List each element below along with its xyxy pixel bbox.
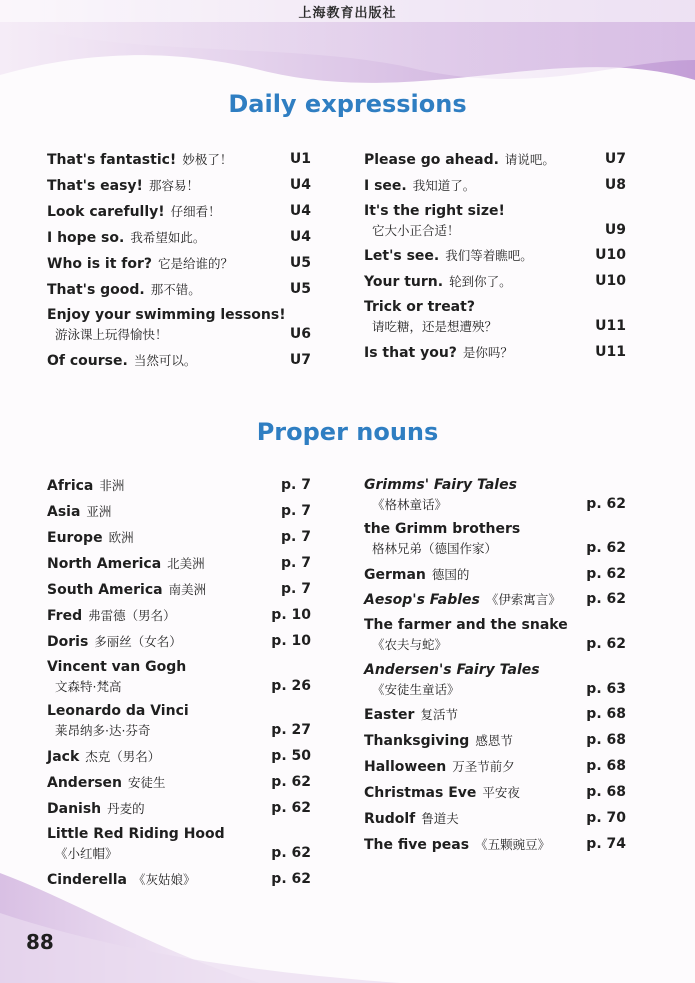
chinese-text: 亚洲	[86, 504, 112, 519]
chinese-text: 鲁道夫	[421, 811, 459, 826]
list-item	[47, 825, 311, 863]
chinese-text: 请说吧。	[504, 152, 555, 167]
english-text: Please go ahead.	[364, 152, 499, 168]
unit-ref: U6	[289, 326, 311, 342]
list-item	[364, 757, 626, 777]
page-ref: p. 68	[586, 758, 626, 774]
chinese-text: 妙极了！	[182, 152, 233, 167]
page-ref: p. 10	[271, 607, 311, 623]
page-ref: p. 62	[271, 774, 311, 790]
english-text: I see.	[364, 178, 407, 194]
unit-ref: U9	[604, 222, 626, 238]
list-item	[364, 731, 626, 751]
unit-ref: U10	[595, 273, 626, 289]
list-item	[47, 150, 311, 170]
chinese-text: 多丽丝（女名）	[94, 634, 182, 649]
english-text: The five peas	[364, 837, 470, 853]
list-item	[364, 176, 626, 196]
list-item	[364, 150, 626, 170]
page-ref: p. 63	[586, 681, 626, 697]
english-text: Enjoy your swimming lessons!	[47, 307, 286, 323]
list-item	[364, 246, 626, 266]
page-ref: p. 62	[586, 591, 626, 607]
english-text: Asia	[47, 504, 81, 520]
page-ref: p. 62	[586, 566, 626, 582]
list-item	[364, 705, 626, 725]
list-item	[364, 272, 626, 292]
proper-nouns-title: Proper nouns	[256, 418, 439, 446]
english-text: Of course.	[47, 353, 128, 369]
unit-ref: U11	[595, 318, 626, 334]
list-item	[47, 254, 311, 274]
english-text: Africa	[47, 478, 94, 494]
list-item	[47, 658, 311, 696]
chinese-text: 弗雷德（男名）	[88, 608, 176, 623]
english-text: Look carefully!	[47, 204, 165, 220]
english-text: Europe	[47, 530, 103, 546]
english-text: Little Red Riding Hood	[47, 826, 225, 842]
english-text: Halloween	[364, 759, 447, 775]
chinese-text: 是你吗？	[462, 345, 513, 360]
list-item	[47, 632, 311, 652]
unit-ref: U4	[289, 229, 311, 245]
page-ref: p. 7	[281, 581, 311, 597]
chinese-text: 格林兄弟（德国作家）	[372, 541, 498, 556]
page-ref: p. 62	[271, 845, 311, 861]
chinese-text: 莱昂纳多·达·芬奇	[55, 723, 151, 738]
list-item	[364, 616, 626, 654]
list-item	[47, 280, 311, 300]
list-item	[364, 343, 626, 363]
chinese-text: 它是给谁的？	[158, 256, 234, 271]
list-item	[47, 528, 311, 548]
chinese-text: 非洲	[99, 478, 125, 493]
chinese-text: 《伊索寓言》	[485, 592, 561, 607]
chinese-text: 我知道了。	[412, 178, 476, 193]
chinese-text: 那不错。	[150, 282, 201, 297]
english-text: Grimms' Fairy Tales	[364, 477, 517, 493]
english-text: South America	[47, 582, 163, 598]
english-text: Your turn.	[364, 274, 444, 290]
page-number: 88	[26, 930, 54, 954]
english-text: I hope so.	[47, 230, 125, 246]
english-text: That's easy!	[47, 178, 143, 194]
english-text: German	[364, 567, 426, 583]
list-item	[47, 554, 311, 574]
english-text: Let's see.	[364, 248, 440, 264]
page-ref: p. 10	[271, 633, 311, 649]
english-text: Thanksgiving	[364, 733, 470, 749]
list-item	[364, 809, 626, 829]
english-text: Vincent van Gogh	[47, 659, 187, 675]
list-item	[47, 306, 311, 344]
chinese-text: 平安夜	[482, 785, 520, 800]
list-item	[47, 351, 311, 371]
chinese-text: 复活节	[420, 707, 458, 722]
english-text: Andersen	[47, 775, 123, 791]
chinese-text: 杰克（男名）	[85, 749, 161, 764]
english-text: Aesop's Fables	[364, 592, 480, 608]
page-ref: p. 62	[271, 871, 311, 887]
list-item	[364, 661, 626, 699]
publisher-name: 上海教育出版社	[298, 6, 397, 21]
unit-ref: U4	[289, 177, 311, 193]
page-ref: p. 70	[586, 810, 626, 826]
page-ref: p. 62	[586, 496, 626, 512]
unit-ref: U11	[595, 344, 626, 360]
english-text: It's the right size!	[364, 203, 505, 219]
chinese-text: 《灰姑娘》	[133, 872, 196, 887]
page-ref: p. 62	[586, 636, 626, 652]
chinese-text: 《农夫与蛇》	[372, 637, 448, 652]
unit-ref: U5	[289, 281, 311, 297]
english-text: Is that you?	[364, 345, 457, 361]
english-text: Danish	[47, 801, 102, 817]
chinese-text: 请吃糖，还是想遭殃？	[372, 319, 498, 334]
chinese-text: 万圣节前夕	[452, 759, 515, 774]
chinese-text: 《小红帽》	[55, 846, 118, 861]
unit-ref: U8	[604, 177, 626, 193]
unit-ref: U4	[289, 203, 311, 219]
english-text: Fred	[47, 608, 83, 624]
list-item	[47, 176, 311, 196]
chinese-text: 德国的	[431, 567, 470, 582]
english-text: Easter	[364, 707, 415, 723]
english-text: Rudolf	[364, 811, 416, 827]
english-text: Christmas Eve	[364, 785, 477, 801]
english-text: Cinderella	[47, 872, 128, 888]
chinese-text: 《格林童话》	[372, 497, 448, 512]
english-text: The farmer and the snake	[364, 617, 568, 633]
list-item	[364, 590, 626, 610]
page-ref: p. 68	[586, 784, 626, 800]
list-item	[47, 502, 311, 522]
unit-ref: U7	[289, 352, 311, 368]
chinese-text: 欧洲	[108, 530, 134, 545]
chinese-text: 仔细看！	[170, 204, 221, 219]
page-ref: p. 7	[281, 555, 311, 571]
english-text: North America	[47, 556, 162, 572]
chinese-text: 北美洲	[167, 556, 205, 571]
chinese-text: 安徒生	[128, 775, 166, 790]
page-ref: p. 62	[586, 540, 626, 556]
list-item	[47, 580, 311, 600]
list-item	[47, 773, 311, 793]
chinese-text: 丹麦的	[107, 801, 145, 816]
page-ref: p. 7	[281, 503, 311, 519]
page-ref: p. 68	[586, 732, 626, 748]
chinese-text: 《安徒生童话》	[372, 682, 460, 697]
daily-expressions-title: Daily expressions	[228, 90, 467, 118]
list-item	[364, 783, 626, 803]
list-item	[47, 476, 311, 496]
chinese-text: 那容易！	[148, 178, 199, 193]
page-ref: p. 62	[271, 800, 311, 816]
list-item	[47, 606, 311, 626]
page-ref: p. 27	[271, 722, 311, 738]
chinese-text: 我们等着瞧吧。	[445, 248, 533, 263]
english-text: Jack	[47, 749, 80, 765]
list-item	[47, 228, 311, 248]
english-text: Trick or treat?	[364, 299, 475, 315]
page-ref: p. 68	[586, 706, 626, 722]
english-text: Who is it for?	[47, 256, 153, 272]
chinese-text: 它大小正合适！	[372, 223, 460, 238]
english-text: the Grimm brothers	[364, 521, 521, 537]
page-ref: p. 7	[281, 477, 311, 493]
page-ref: p. 74	[586, 836, 626, 852]
chinese-text: 文森特·梵高	[55, 679, 122, 694]
list-item	[364, 476, 626, 514]
list-item	[364, 835, 626, 855]
list-item	[364, 202, 626, 240]
list-item	[47, 702, 311, 740]
chinese-text: 游泳课上玩得愉快！	[55, 327, 168, 342]
list-item	[47, 870, 311, 890]
list-item	[47, 747, 311, 767]
chinese-text: 当然可以。	[133, 353, 197, 368]
page-ref: p. 26	[271, 678, 311, 694]
chinese-text: 轮到你了。	[449, 274, 512, 289]
list-item	[47, 799, 311, 819]
unit-ref: U1	[289, 151, 311, 167]
english-text: Doris	[47, 634, 89, 650]
english-text: Andersen's Fairy Tales	[364, 662, 540, 678]
unit-ref: U7	[604, 151, 626, 167]
page-ref: p. 50	[271, 748, 311, 764]
chinese-text: 感恩节	[475, 733, 513, 748]
unit-ref: U5	[289, 255, 311, 271]
english-text: That's good.	[47, 282, 145, 298]
english-text: That's fantastic!	[47, 152, 177, 168]
bottom-decoration	[0, 843, 695, 983]
unit-ref: U10	[595, 247, 626, 263]
list-item	[364, 520, 626, 558]
list-item	[364, 298, 626, 336]
list-item	[364, 565, 626, 585]
chinese-text: 我希望如此。	[130, 230, 206, 245]
chinese-text: 《五颗豌豆》	[475, 837, 551, 852]
chinese-text: 南美洲	[168, 582, 207, 597]
english-text: Leonardo da Vinci	[47, 703, 189, 719]
list-item	[47, 202, 311, 222]
page-ref: p. 7	[281, 529, 311, 545]
